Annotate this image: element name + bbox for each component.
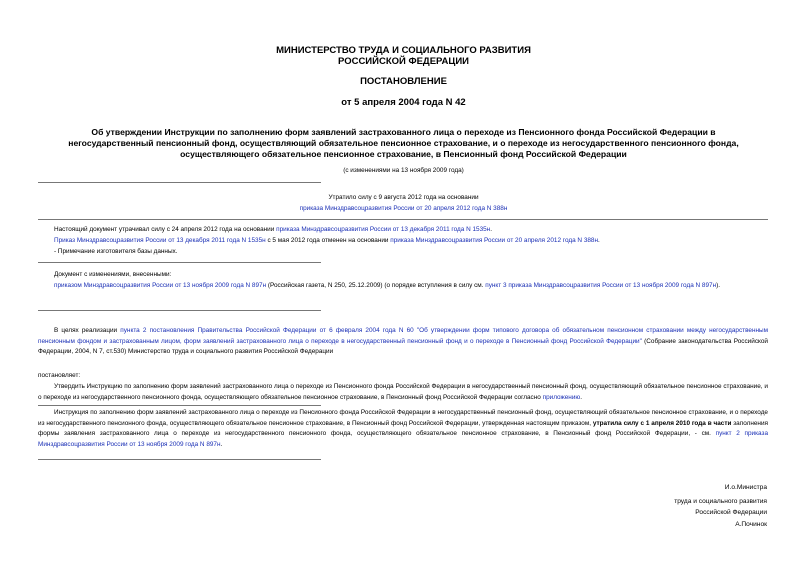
signature-block — [674, 482, 767, 530]
instruction-note-paragraph: Инструкция по заполнению форм заявлений застрахованного лица о переходе из Пенсионного фонда Российской Федерации в негосударственный пенсионный фонд, осуществляющий обязательное пенсионное страхование, и о переходе из негосударственного пенсионного фонда, осуществляющего обязательное пенсионное страхование, в Пенсионный фонд Российской Федерации, утвержденная настоящим приказом, утратила силу с 1 апреля 2010 года в части заполнения формы заявления застрахованного лица о переходе из негосударственного пенсионного фонда, осуществляющего обязательное пенсионное страхование, в Пенсионный фонд Российской Федерации, - см. пункт 2 приказа Минздравсоцразвития России от 13 ноября 2009 года N 897н. — [38, 409, 768, 448]
document-title-line3: осуществляющего обязательное пенсионное страхование, в Пенсионный фонд Российской Федерации — [180, 149, 627, 159]
instruction-link-point2[interactable]: пункт 2 приказа Минздравсоцразвития России от 13 ноября 2009 года N 897н — [38, 430, 768, 448]
document-title-line1: Об утверждении Инструкции по заполнению форм заявлений застрахованного лица о переходе из Пенсионного фонда Российской Федерации в — [91, 127, 716, 137]
intro-link-government-resolution[interactable]: пункта 2 постановления Правительства Российской Федерации от 6 февраля 2004 года N 60 "Об утверждении форм типового договора об обязательном пенсионном страховании между негосударственным пенсионным фондом и застрахованным лицом, форм заявлений застрахованного лица о переходе в негосударственный пенсионный фонд и о переходе в Пенсионный фонд Российской Федерации" — [38, 327, 768, 345]
instruction-lost-force-bold: утратила силу с 1 апреля 2010 года в части — [592, 419, 732, 427]
ministry-name-line2: РОССИЙСКОЙ ФЕДЕРАЦИИ — [337, 56, 469, 67]
appendix-link[interactable]: приложению — [542, 393, 581, 401]
separator — [38, 182, 321, 183]
lost-force-text: Утратило силу с 9 августа 2012 года на основании — [328, 194, 479, 201]
separator — [38, 310, 321, 311]
signature-name: А.Починок — [735, 520, 767, 528]
changes-link-point3[interactable]: пункт 3 приказа Минздравсоцразвития России от 13 ноября 2009 года N 897н — [485, 282, 717, 289]
ministry-name-line1: МИНИСТЕРСТВО ТРУДА И СОЦИАЛЬНОГО РАЗВИТИЯ — [276, 45, 531, 56]
document-title-line2: негосударственный пенсионный фонд, осуществляющий обязательное пенсионное страхование, и о переходе из негосударственного пенсионного фонда, — [68, 138, 739, 148]
notice-paragraph-1: Настоящий документ утрачивал силу с 24 апреля 2012 года на основании приказа Минздравсоцразвития России от 13 декабря 2011 года N 1535н. — [54, 226, 492, 233]
signature-position: И.о.Министра — [724, 484, 767, 491]
document-date: от 5 апреля 2004 года N 42 — [341, 97, 466, 108]
separator — [38, 219, 768, 220]
changes-paragraph: приказом Минздравсоцразвития России от 13 ноября 2009 года N 897н (Российская газета, N 250, 25.12.2009) (о порядке вступления в силу см. пункт 3 приказа Минздравсоцразвития России от 13 ноября 2009 года N 897н). — [54, 282, 721, 289]
notice-link-388n[interactable]: приказа Минздравсоцразвития России от 20 апреля 2012 года N 388н — [390, 237, 599, 244]
separator — [38, 459, 321, 460]
resolves-text: постановляет: — [38, 372, 81, 379]
intro-paragraph: В целях реализации пункта 2 постановления Правительства Российской Федерации от 6 февраля 2004 года N 60 "Об утверждении форм типового договора об обязательном пенсионном страховании между негосударственным пенсионным фондом и застрахованным лицом, форм заявлений застрахованного лица о переходе в негосударственный пенсионный фонд и о переходе в Пенсионный фонд Российской Федерации" (Собрание законодательства Российской Федерации, 2004, N 7, ст.530) Министерство труда и социального развития Российской Федерации — [38, 327, 769, 356]
changes-heading: Документ с изменениями, внесенными: — [54, 271, 172, 278]
amendment-note: (с изменениями на 13 ноября 2009 года) — [343, 167, 464, 174]
notice-link-order-1535n[interactable]: Приказ Минздравсоцразвития России от 13 декабря 2011 года N 1535н — [54, 237, 266, 244]
notice-link-1535n[interactable]: приказа Минздравсоцразвития России от 13 декабря 2011 года N 1535н — [276, 226, 491, 233]
notice-paragraph-3: - Примечание изготовителя базы данных. — [54, 248, 178, 255]
signature-ministry: труда и социального развития — [674, 498, 767, 506]
separator — [38, 262, 321, 263]
separator — [38, 405, 321, 406]
notice-paragraph-2: Приказ Минздравсоцразвития России от 13 декабря 2011 года N 1535н с 5 мая 2012 года отменен на основании приказа Минздравсоцразвития России от 20 апреля 2012 года N 388н. — [54, 237, 600, 244]
changes-link-897n[interactable]: приказом Минздравсоцразвития России от 13 ноября 2009 года N 897н — [54, 282, 267, 289]
approve-paragraph: Утвердить Инструкцию по заполнению форм заявлений застрахованного лица о переходе из Пенсионного фонда Российской Федерации в негосударственный пенсионный фонд, осуществляющий обязательное пенсионное страхование, и о переходе из негосударственного пенсионного фонда, осуществляющего обязательное пенсионное страхование, в Пенсионный фонд Российской Федерации согласно приложению. — [38, 383, 768, 401]
document-type: ПОСТАНОВЛЕНИЕ — [360, 76, 447, 87]
signature-country: Российской Федерации — [695, 509, 767, 517]
lost-force-link[interactable]: приказа Минздравсоцразвития России от 20 апреля 2012 года N 388н — [299, 205, 508, 212]
